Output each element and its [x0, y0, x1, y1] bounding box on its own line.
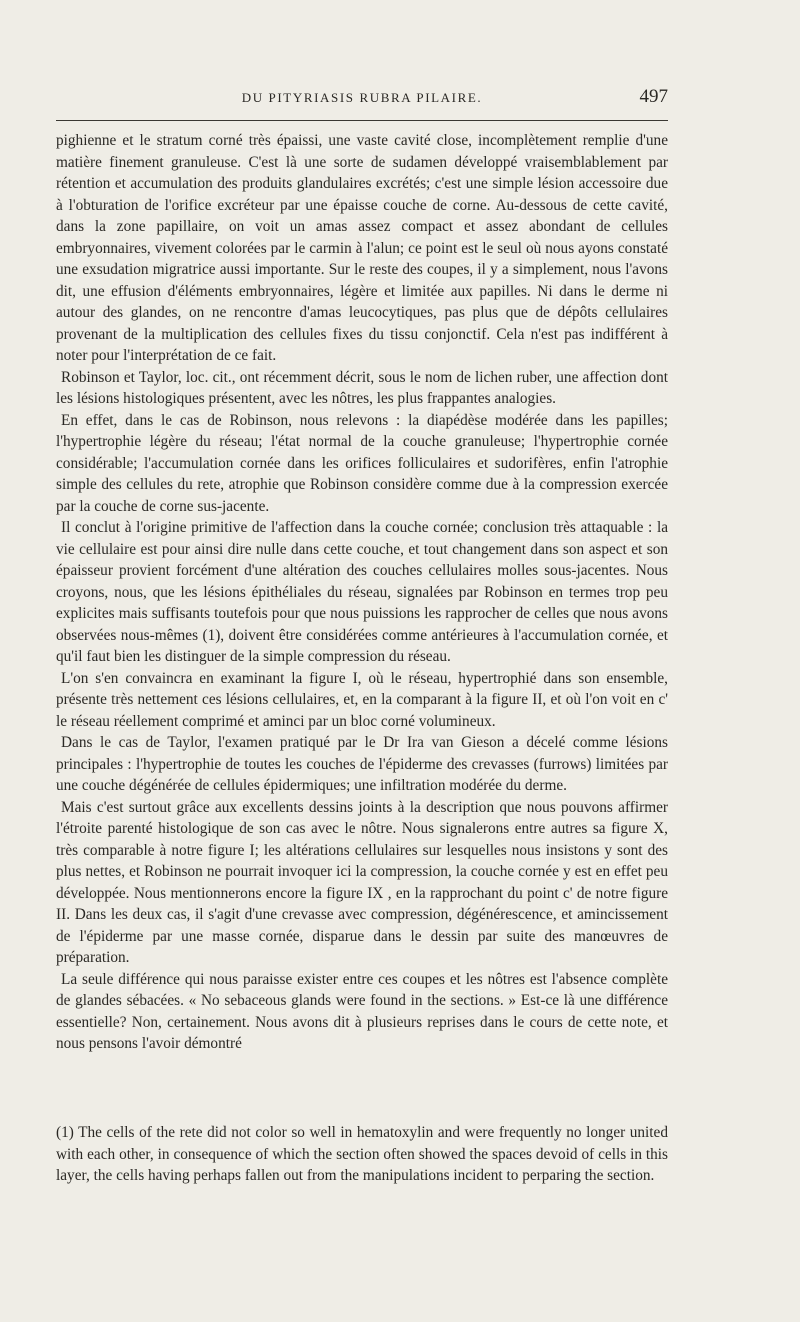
- paragraph: Dans le cas de Taylor, l'examen pratiqué par le Dr Ira van Gieson a décelé comme lésions principales : l'hypertrophie de toutes les couches de l'épiderme des crevasses (furrows) limitées par une couche dégénérée de cellules épidermiques; une infiltration modérée du derme.: [56, 734, 668, 794]
- paragraph: Il conclut à l'origine primitive de l'affection dans la couche cornée; conclusion très attaquable : la vie cellulaire est pour ainsi dire nulle dans cette couche, et tout changement dans son aspect et son épaisseur provient forcément d'une altération des couches cellulaires molles sous-jacentes. Nous croyons, nous, que les lésions épithéliales du réseau, signalées par Robinson en termes trop peu explicites mais suffisants toutefois pour que nous puissions les rapprocher de celles que nous avons observées nous-mêmes (1), doivent être considérées comme antérieures à l'accumulation cornée, et qu'il faut bien les distinguer de la simple compression du réseau.: [56, 519, 668, 665]
- paragraph: Mais c'est surtout grâce aux excellents dessins joints à la description que nous pouvons affirmer l'étroite parenté histologique de son cas avec le nôtre. Nous signalerons entre autres sa figure X, très comparable à notre figure I; les altérations cellulaires sur lesquelles nous insistons y sont des plus nettes, et Robinson ne pourrait invoquer ici la compression, la couche cornée y est en effet peu développée. Nous mentionnerons encore la figure IX , en la rapprochant du point c' de notre figure II. Dans les deux cas, il s'agit d'une crevasse avec compression, dégénérescence, et amincissement de l'épiderme par une masse cornée, disparue dans le dessin par suite des manœuvres de préparation.: [56, 798, 668, 966]
- running-title: DU PITYRIASIS RUBRA PILAIRE.: [241, 90, 483, 105]
- paragraph: La seule différence qui nous paraisse exister entre ces coupes et les nôtres est l'absence complète de glandes sébacées. « No sebaceous glands were found in the sections. » Est-ce là une différence essentielle? Non, certainement. Nous avons dit à plusieurs reprises dans le cours de cette note, et nous pensons l'avoir démontré: [56, 970, 668, 1052]
- body-text: [56, 130, 668, 1055]
- footnote-text: (1) The cells of the rete did not color so well in hematoxylin and were frequently no longer united with each other, in consequence of which the section often showed the spaces devoid of cells in this layer, the cells having perhaps fallen out from the manipulations incident to perparing the section.: [56, 1124, 668, 1184]
- header-rule: [56, 120, 668, 121]
- page-number: 497: [639, 86, 668, 107]
- footnote: [56, 1122, 668, 1187]
- paragraph: pighienne et le stratum corné très épaissi, une vaste cavité close, incomplètement remplie d'une matière finement granuleuse. C'est là une sorte de sudamen développé vraisemblablement par rétention et accumulation des produits glandulaires excrétés; c'est une simple lésion accessoire due à l'obturation de l'orifice excréteur par une épaisse couche de corne. Au-dessous de cette cavité, dans la zone papillaire, on voit un amas assez compact et assez abondant de cellules embryonnaires, vivement colorées par le carmin à l'alun; ce point est le seul où nous ayons constaté une exsudation migratrice aussi importante. Sur le reste des coupes, il y a simplement, nous l'avons dit, une effusion d'éléments embryonnaires, légère et limitée aux papilles. Ni dans le derme ni autour des glandes, on ne rencontre d'amas leucocytiques, pas plus que de dépôts cellulaires provenant de la multiplication des cellules fixes du tissu conjonctif. Cela n'est pas indifférent à noter pour l'interprétation de ce fait.: [56, 132, 668, 364]
- paragraph: Robinson et Taylor, loc. cit., ont récemment décrit, sous le nom de lichen ruber, une affection dont les lésions histologiques présentent, avec les nôtres, les plus frappantes analogies.: [56, 368, 668, 407]
- paragraph: En effet, dans le cas de Robinson, nous relevons : la diapédèse modérée dans les papilles; l'hypertrophie légère du réseau; l'état normal de la couche granuleuse; l'hypertrophie cornée considérable; l'accumulation cornée dans les orifices folliculaires et sudorifères, enfin l'atrophie simple des cellules du rete, atrophie que Robinson considère comme due à la compression exercée par la couche de corne sus-jacente.: [56, 411, 668, 515]
- page-header: [56, 86, 668, 114]
- paragraph: L'on s'en convaincra en examinant la figure I, où le réseau, hypertrophié dans son ensemble, présente très nettement ces lésions cellulaires, et, en la comparant à la figure II, et où l'on voit en c' le réseau réellement comprimé et aminci par un bloc corné volumineux.: [56, 669, 668, 730]
